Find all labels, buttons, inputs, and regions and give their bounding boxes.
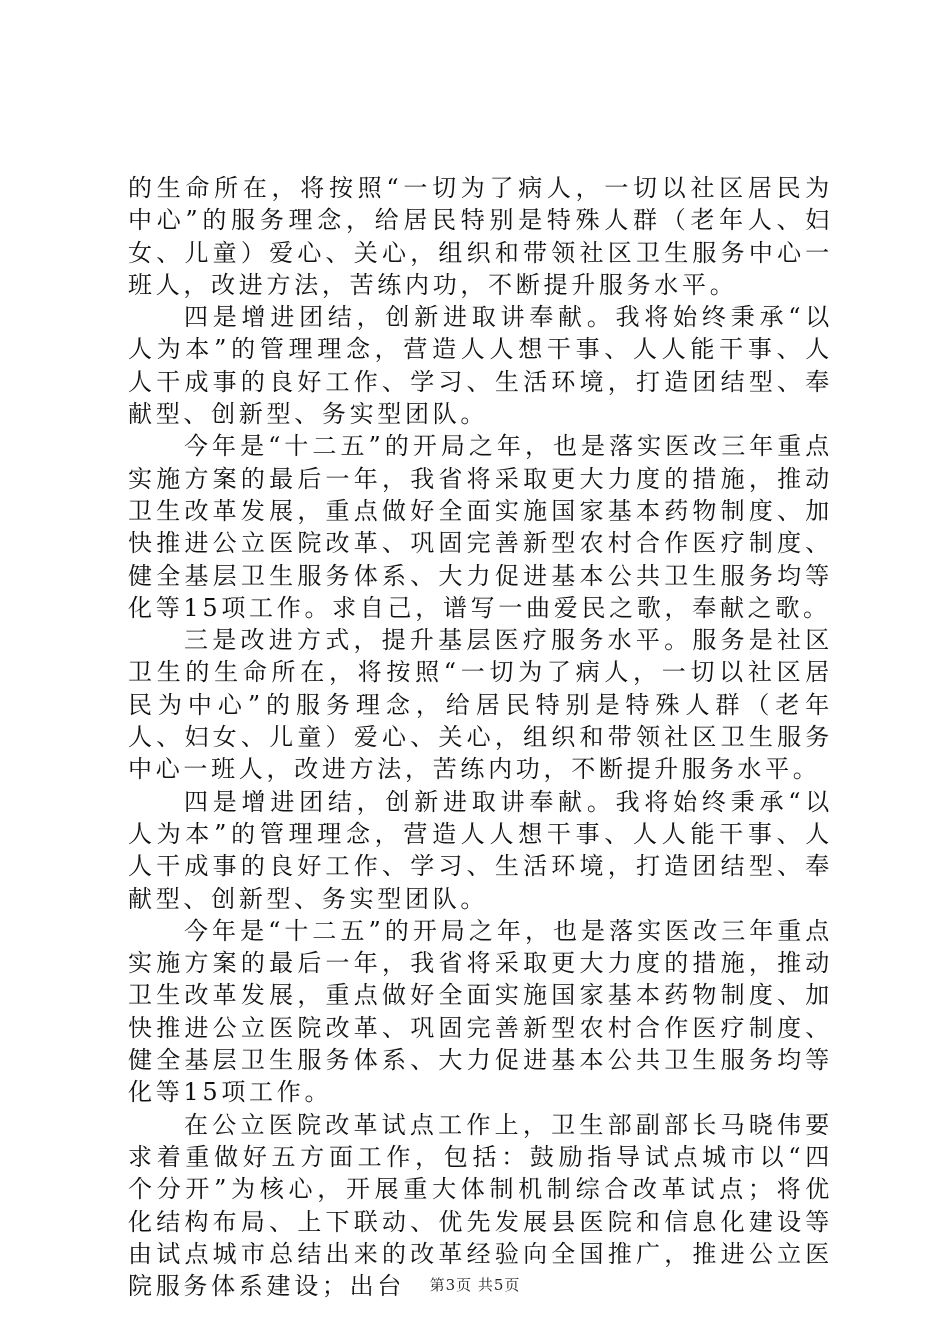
paragraph-4: 三是改进方式，提升基层医疗服务水平。服务是社区卫生的生命所在，将按照“一切为了病人，一切以社区居民为中心”的服务理念，给居民特别是特殊人群（老年人、妇女、儿童）爱心、关心，组织和带领社区卫生服务中心一班人，改进方法，苦练内功，不断提升服务水平。 <box>128 626 833 784</box>
paragraph-3: 今年是“十二五”的开局之年，也是落实医改三年重点实施方案的最后一年，我省将采取更大力度的措施，推动卫生改革发展，重点做好全面实施国家基本药物制度、加快推进公立医院改革、巩固完善新型农村合作医疗制度、健全基层卫生服务体系、大力促进基本公共卫生服务均等化等15项工作。求自己，谱写一曲爱民之歌，奉献之歌。 <box>128 432 833 622</box>
body-text <box>128 172 833 1302</box>
paragraph-1: 的生命所在，将按照“一切为了病人，一切以社区居民为中心”的服务理念，给居民特别是特殊人群（老年人、妇女、儿童）爱心、关心，组织和带领社区卫生服务中心一班人，改进方法，苦练内功，不断提升服务水平。 <box>128 174 833 299</box>
paragraph-5: 四是增进团结，创新进取讲奉献。我将始终秉承“以人为本”的管理理念，营造人人想干事、人人能干事、人人干成事的良好工作、学习、生活环境，打造团结型、奉献型、创新型、务实型团队。 <box>128 787 833 913</box>
paragraph-2: 四是增进团结，创新进取讲奉献。我将始终秉承“以人为本”的管理理念，营造人人想干事、人人能干事、人人干成事的良好工作、学习、生活环境，打造团结型、奉献型、创新型、务实型团队。 <box>128 303 833 429</box>
paragraph-7: 在公立医院改革试点工作上，卫生部副部长马晓伟要求着重做好五方面工作，包括：鼓励指导试点城市以“四个分开”为核心，开展重大体制机制综合改革试点；将优化结构布局、上下联动、优先发展县医院和信息化建设等由试点城市总结出来的改革经验向全国推广，推进公立医院服务体系建设；出台 <box>128 1110 833 1301</box>
paragraph-6: 今年是“十二五”的开局之年，也是落实医改三年重点实施方案的最后一年，我省将采取更大力度的措施，推动卫生改革发展，重点做好全面实施国家基本药物制度、加快推进公立医院改革、巩固完善新型农村合作医疗制度、健全基层卫生服务体系、大力促进基本公共卫生服务均等化等15项工作。 <box>128 916 833 1107</box>
page-number-footer: 第3页 共5页 <box>429 1276 521 1294</box>
